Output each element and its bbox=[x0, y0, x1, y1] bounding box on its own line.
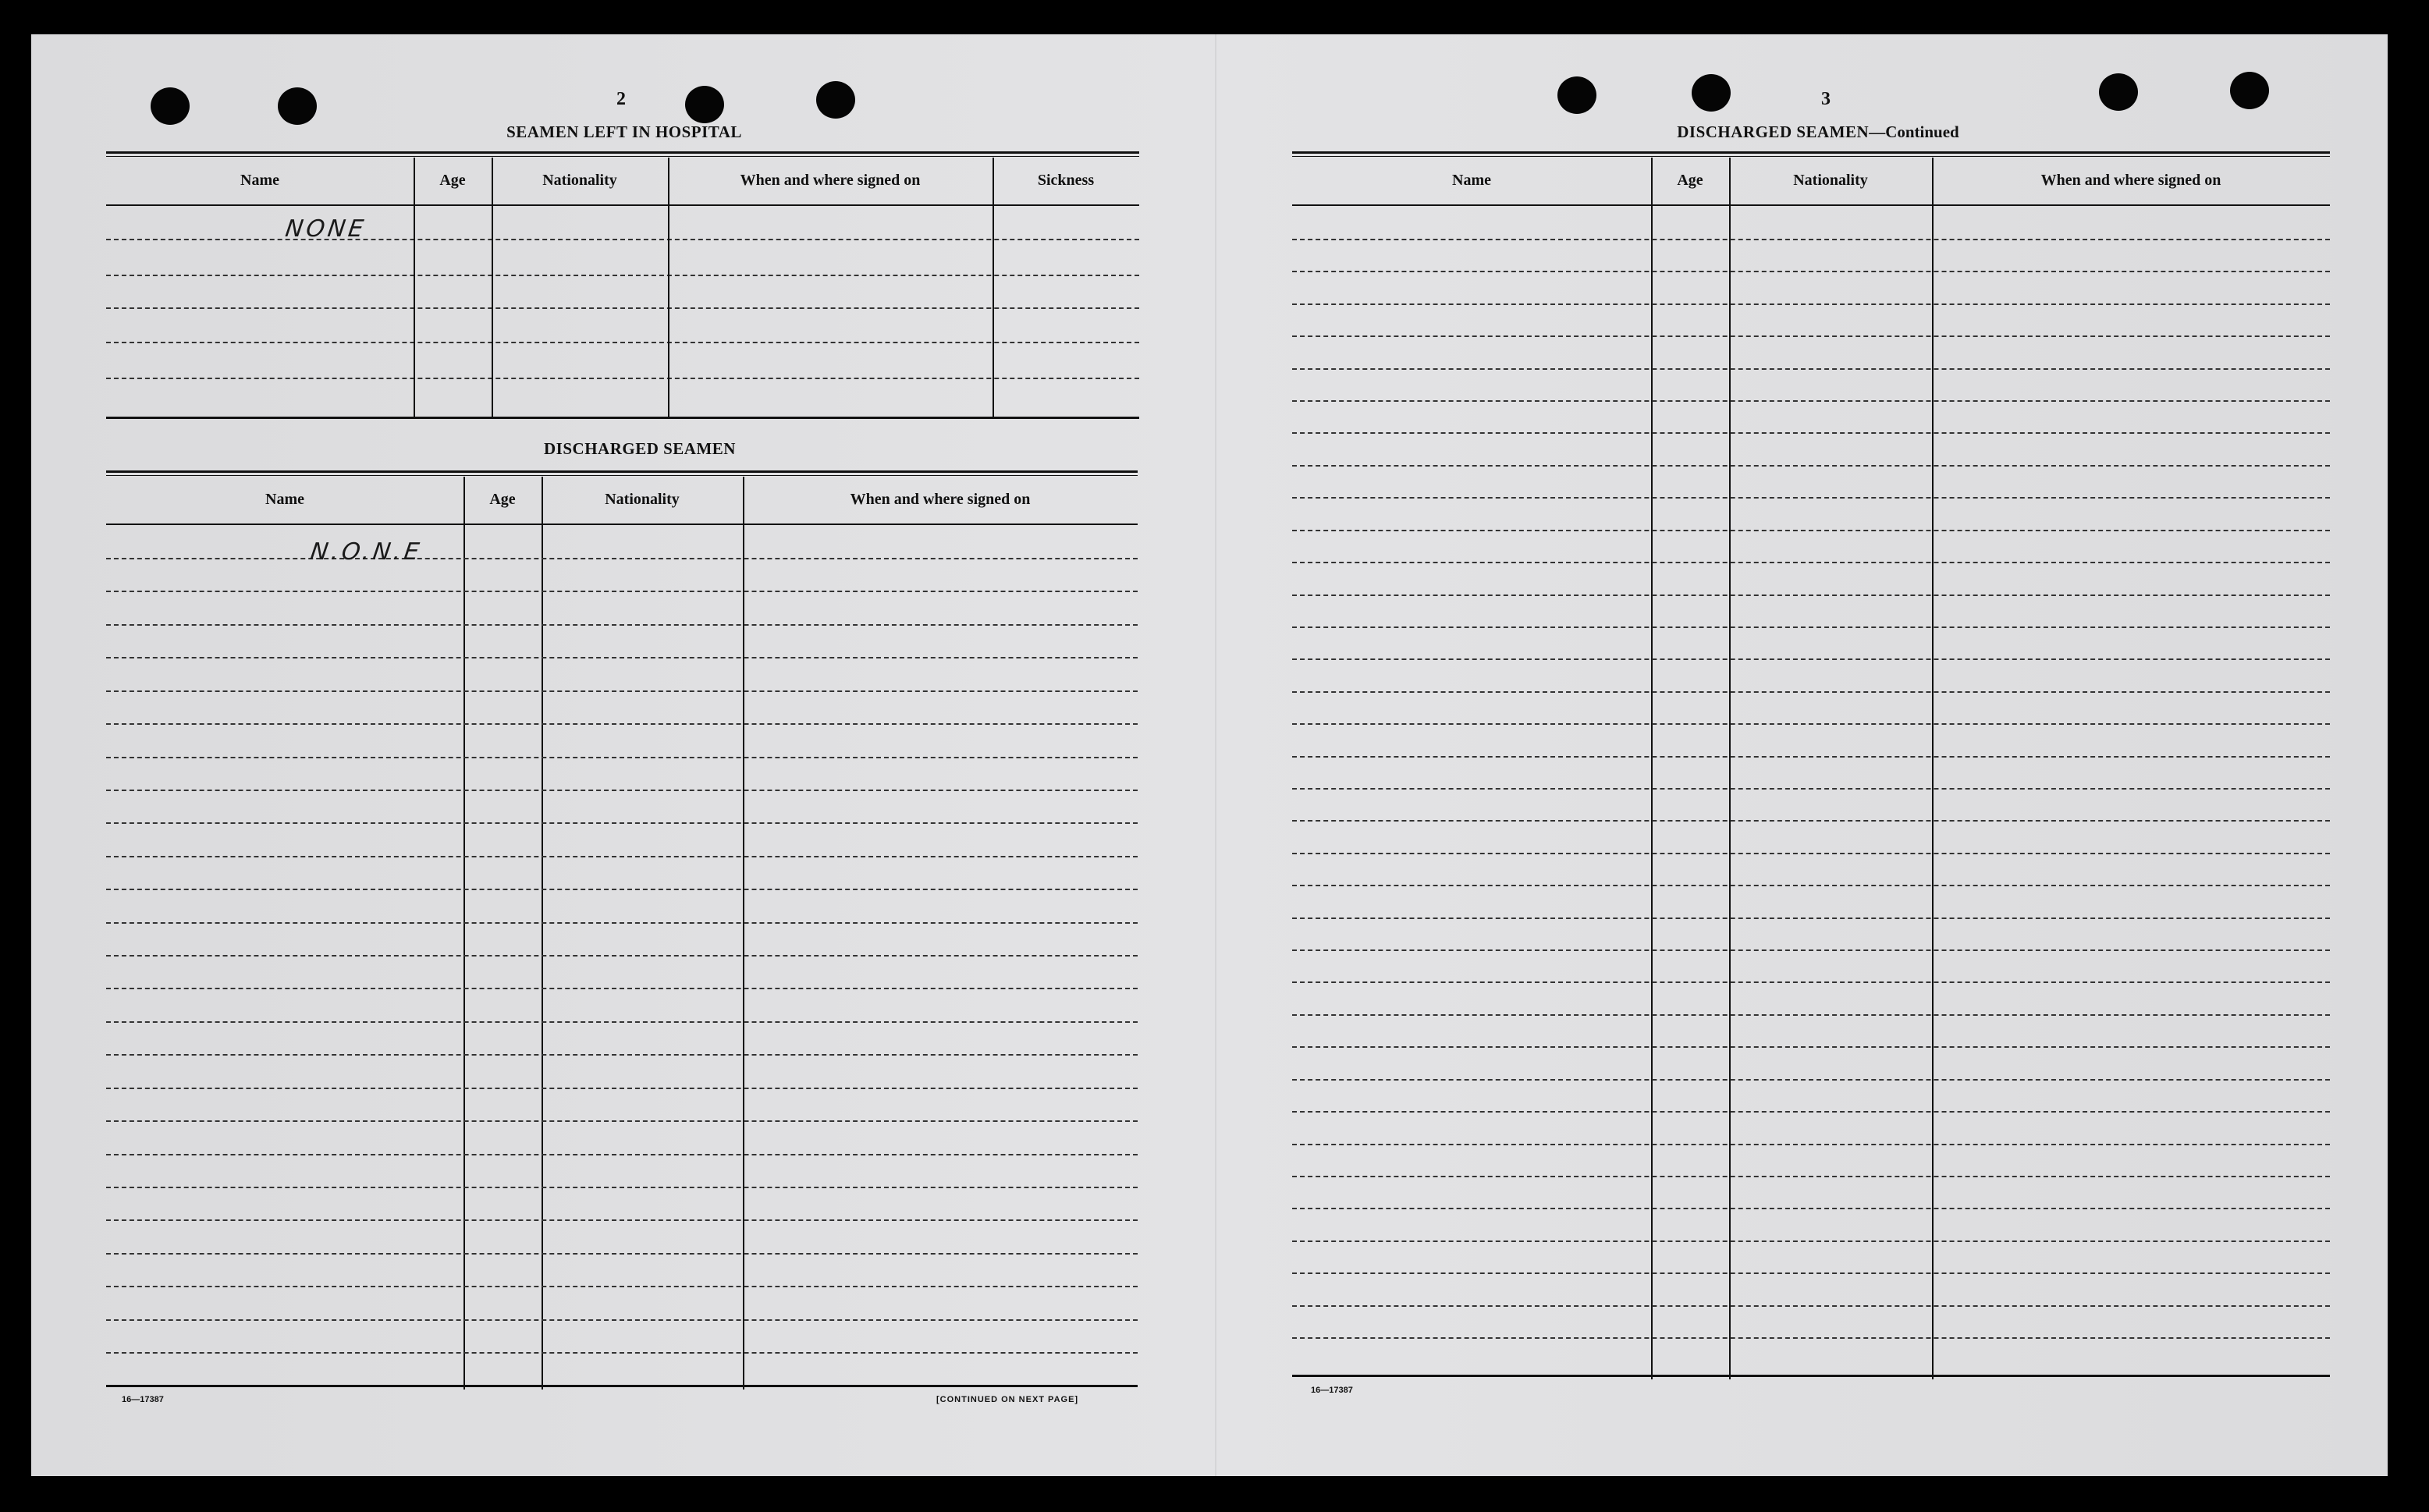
table-row-line bbox=[1292, 885, 2330, 886]
col-header-age: Age bbox=[489, 490, 516, 508]
table-row-line bbox=[1292, 368, 2330, 370]
punch-hole bbox=[816, 81, 855, 119]
continued-note: [CONTINUED ON NEXT PAGE] bbox=[936, 1395, 1079, 1404]
col-header-nationality: Nationality bbox=[542, 171, 617, 189]
col-header-signed-on: When and where signed on bbox=[2040, 171, 2221, 189]
table-row-line bbox=[106, 1154, 1138, 1155]
table-row-line bbox=[1292, 239, 2330, 240]
title-continued: —Continued bbox=[1869, 122, 1959, 141]
table-row-line bbox=[106, 955, 1138, 957]
table-row-line bbox=[1292, 400, 2330, 402]
table-row-line bbox=[106, 856, 1138, 857]
table-row-line bbox=[106, 1120, 1138, 1122]
col-header-age: Age bbox=[439, 171, 466, 189]
table-row-line bbox=[1292, 981, 2330, 983]
table-row-line bbox=[106, 757, 1138, 758]
discharged-section-title: DISCHARGED SEAMEN bbox=[544, 439, 736, 458]
table-row-line bbox=[106, 1352, 1138, 1354]
table-row-line bbox=[1292, 1337, 2330, 1339]
punch-hole bbox=[1557, 76, 1596, 114]
table-row-line bbox=[106, 1253, 1138, 1255]
table-row-line bbox=[1292, 626, 2330, 628]
handwritten-entry-none: N.O.N.E bbox=[308, 538, 424, 566]
table-row-line bbox=[1292, 1014, 2330, 1016]
table-row-line bbox=[106, 922, 1138, 924]
table-row-line bbox=[1292, 432, 2330, 434]
table-row-line bbox=[106, 1088, 1138, 1089]
page-fold bbox=[1215, 34, 1216, 1476]
table-row-line bbox=[1292, 820, 2330, 822]
form-code-right: 16—17387 bbox=[1311, 1386, 1353, 1395]
table-row-line bbox=[1292, 1208, 2330, 1209]
col-header-nationality: Nationality bbox=[1793, 171, 1868, 189]
col-header-age: Age bbox=[1677, 171, 1703, 189]
table-row-line bbox=[1292, 1079, 2330, 1081]
table-row-line bbox=[1292, 691, 2330, 693]
punch-hole bbox=[685, 86, 724, 123]
table-row-line bbox=[106, 988, 1138, 989]
table-row-line bbox=[106, 822, 1138, 824]
table-row-line bbox=[1292, 465, 2330, 467]
table-row-line bbox=[1292, 303, 2330, 305]
table-row-line bbox=[1292, 1046, 2330, 1048]
table-row-line bbox=[1292, 1272, 2330, 1274]
table-row-line bbox=[106, 1054, 1138, 1056]
table-row-line bbox=[106, 1286, 1138, 1287]
table-row-line bbox=[1292, 1144, 2330, 1145]
table-row-line bbox=[106, 1021, 1138, 1023]
table-row-line bbox=[106, 723, 1138, 725]
handwritten-entry-none: NONE bbox=[283, 215, 368, 243]
punch-hole bbox=[2230, 72, 2269, 109]
punch-hole bbox=[1692, 74, 1731, 112]
col-header-name: Name bbox=[1452, 171, 1491, 189]
table-row-line bbox=[1292, 788, 2330, 790]
punch-hole bbox=[151, 87, 190, 125]
table-row-line bbox=[106, 624, 1138, 626]
table-row-line bbox=[1292, 1111, 2330, 1113]
hospital-table bbox=[106, 151, 1139, 420]
table-row-line bbox=[1292, 723, 2330, 725]
table-row-line bbox=[106, 690, 1138, 692]
table-row-line bbox=[106, 1319, 1138, 1321]
table-row-line bbox=[106, 1187, 1138, 1188]
table-row-line bbox=[1292, 530, 2330, 531]
col-header-name: Name bbox=[240, 171, 279, 189]
discharged-table-left bbox=[106, 470, 1138, 1390]
col-header-name: Name bbox=[265, 490, 304, 508]
table-row-line bbox=[106, 558, 1138, 559]
table-row-line bbox=[1292, 335, 2330, 337]
punch-hole bbox=[278, 87, 317, 125]
col-header-signed-on: When and where signed on bbox=[740, 171, 921, 189]
table-row-line bbox=[1292, 756, 2330, 758]
table-row-line bbox=[1292, 1305, 2330, 1307]
table-row-line bbox=[1292, 1240, 2330, 1242]
hospital-section-title: SEAMEN LEFT IN HOSPITAL bbox=[506, 122, 742, 141]
col-header-nationality: Nationality bbox=[605, 490, 680, 508]
table-row-line bbox=[1292, 949, 2330, 951]
table-row-line bbox=[106, 889, 1138, 890]
page-number-left: 2 bbox=[616, 89, 626, 109]
table-row-line bbox=[106, 657, 1138, 658]
table-row-line bbox=[1292, 562, 2330, 563]
punch-hole bbox=[2099, 73, 2138, 111]
page-number-right: 3 bbox=[1821, 89, 1831, 109]
table-row-line bbox=[1292, 917, 2330, 919]
table-row-line bbox=[1292, 853, 2330, 854]
table-row-line bbox=[1292, 1176, 2330, 1177]
discharged-continued-title bbox=[1607, 122, 2029, 142]
table-row-line bbox=[1292, 271, 2330, 272]
table-row-line bbox=[106, 591, 1138, 592]
table-row-line bbox=[1292, 497, 2330, 499]
col-header-sickness: Sickness bbox=[1037, 171, 1095, 189]
title-main: DISCHARGED SEAMEN bbox=[1677, 122, 1870, 141]
table-row-line bbox=[106, 790, 1138, 791]
col-header-signed-on: When and where signed on bbox=[850, 490, 1031, 508]
discharged-table-right bbox=[1292, 151, 2330, 1379]
table-row-line bbox=[1292, 658, 2330, 660]
table-row-line bbox=[106, 1219, 1138, 1221]
form-code-left: 16—17387 bbox=[122, 1395, 164, 1404]
table-row-line bbox=[1292, 595, 2330, 596]
